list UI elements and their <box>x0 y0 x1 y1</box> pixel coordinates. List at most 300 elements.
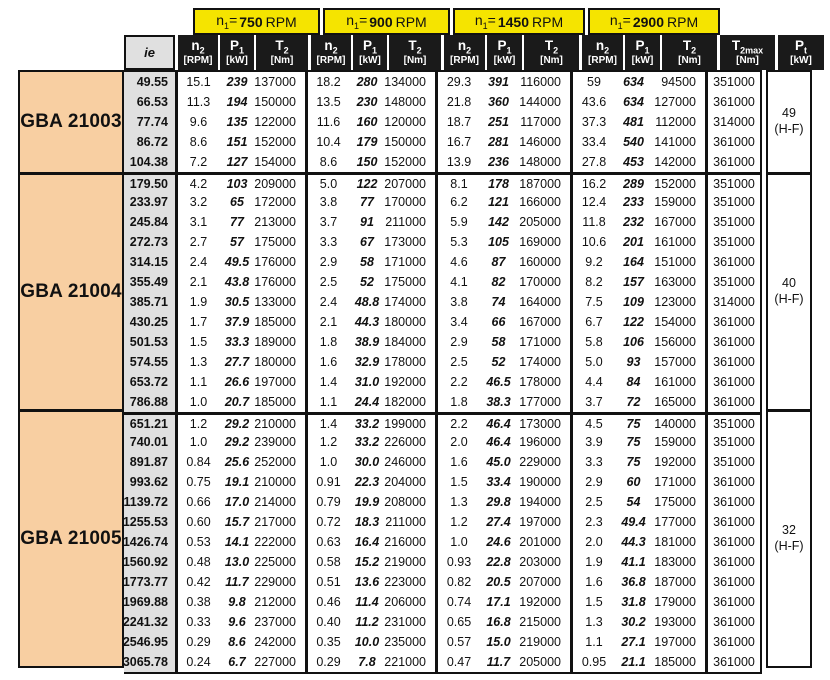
cell-n2: 5.0 <box>319 176 338 191</box>
cell-t2: 117000 <box>520 115 561 129</box>
cell-p1: 105 <box>488 235 509 249</box>
cell-t2: 204000 <box>384 475 426 489</box>
cell-n2: 4.5 <box>585 416 603 431</box>
cell-n2: 5.8 <box>585 335 603 349</box>
cell-p1: 31.8 <box>621 595 646 609</box>
speed-group-2900rpm <box>570 612 705 632</box>
cell-p1: 179 <box>356 135 378 149</box>
cell-p1: 9.6 <box>228 615 246 629</box>
cell-t2: 171000 <box>654 475 696 489</box>
model-label: GBA 21005 <box>20 409 122 666</box>
cell-n2: 0.33 <box>186 615 211 629</box>
cell-n2: 8.6 <box>319 155 338 169</box>
table-row <box>124 212 762 232</box>
cell-p1: 66 <box>491 315 506 329</box>
cell-n2: 8.6 <box>189 135 208 149</box>
cell-p1: 19.1 <box>224 475 250 489</box>
speed-group-750rpm <box>175 112 305 132</box>
cell-t2: 134000 <box>384 75 426 89</box>
cell-t2: 226000 <box>384 435 426 449</box>
cell-p1: 77 <box>360 195 374 209</box>
cell-t2: 211000 <box>385 215 426 229</box>
cell-n2: 0.93 <box>446 555 472 569</box>
cell-n2: 10.4 <box>316 135 341 149</box>
model-label: GBA 21003 <box>20 111 122 132</box>
cell-p1: 150 <box>356 155 378 169</box>
ie-value: 2546.95 <box>124 632 175 652</box>
cell-t2: 163000 <box>654 275 696 289</box>
cell-t2: 152000 <box>654 176 696 191</box>
speed-group-900rpm <box>305 452 435 472</box>
cell-p1: 30.0 <box>354 455 380 469</box>
speed-group-2900rpm <box>570 432 705 452</box>
speed-group-2900rpm <box>570 312 705 332</box>
speed-group-1450rpm <box>435 212 570 232</box>
cell-p1: 289 <box>623 176 644 191</box>
cell-t2: 197000 <box>254 375 296 389</box>
cell-n2: 8.2 <box>585 275 603 289</box>
speed-group-2900rpm <box>570 352 705 372</box>
cell-t2: 242000 <box>254 635 296 649</box>
table-row <box>124 172 762 192</box>
cell-t2max: 361000 <box>705 532 762 552</box>
cell-t2max: 361000 <box>705 252 762 272</box>
cell-t2: 120000 <box>384 115 426 129</box>
cell-p1: 20.7 <box>224 395 250 409</box>
speed-group-1450rpm <box>435 192 570 212</box>
cell-p1: 239 <box>226 75 248 89</box>
cell-t2: 173000 <box>519 416 561 431</box>
ie-value: 104.38 <box>124 152 175 172</box>
header-n2-900rpm: $n_2$ [RPM] <box>311 35 351 70</box>
cell-t2: 207000 <box>384 176 426 191</box>
cell-p1: 280 <box>356 75 378 89</box>
cell-n2: 1.2 <box>450 515 468 529</box>
cell-n2: 0.53 <box>186 535 211 549</box>
cell-p1: 11.2 <box>355 615 379 629</box>
table-row <box>124 332 762 352</box>
cell-n2: 0.65 <box>446 615 472 629</box>
speed-group-750rpm <box>175 392 305 412</box>
cell-n2: 2.4 <box>189 255 208 269</box>
cell-n2: 1.3 <box>450 495 468 509</box>
speed-group-2900rpm <box>570 212 705 232</box>
cell-n2: 6.7 <box>585 315 603 329</box>
header-t2max: $T_{2max}$ [Nm] <box>720 35 775 70</box>
speed-header-900rpm: $n_1=$ 900 RPM <box>323 8 450 35</box>
cell-p1: 72 <box>626 395 641 409</box>
cell-p1: 29.2 <box>224 416 250 431</box>
speed-group-900rpm <box>305 212 435 232</box>
speed-group-900rpm <box>305 472 435 492</box>
cell-n2: 0.84 <box>186 455 211 469</box>
speed-group-2900rpm <box>570 192 705 212</box>
speed-group-1450rpm <box>435 632 570 652</box>
cell-p1: 106 <box>623 335 644 349</box>
speed-group-1450rpm <box>435 512 570 532</box>
cell-t2max: 351000 <box>705 192 762 212</box>
cell-p1: 58 <box>491 335 506 349</box>
speed-group-2900rpm <box>570 232 705 252</box>
cell-p1: 32.9 <box>354 355 380 369</box>
speed-group-2900rpm <box>570 252 705 272</box>
cell-p1: 8.6 <box>228 635 246 649</box>
speed-group-750rpm <box>175 632 305 652</box>
cell-t2: 180000 <box>254 355 296 369</box>
cell-p1: 49.4 <box>621 515 646 529</box>
cell-n2: 1.0 <box>189 435 208 449</box>
table-row <box>124 452 762 472</box>
cell-t2max: 361000 <box>705 552 762 572</box>
cell-p1: 121 <box>488 195 509 209</box>
speed-group-900rpm <box>305 272 435 292</box>
cell-t2max: 351000 <box>705 432 762 452</box>
speed-group-1450rpm <box>435 552 570 572</box>
cell-t2: 175000 <box>654 495 696 509</box>
cell-p1: 33.2 <box>354 416 380 431</box>
cell-n2: 2.9 <box>319 255 338 269</box>
speed-group-2900rpm <box>570 175 705 192</box>
cell-t2: 148000 <box>519 155 561 169</box>
cell-p1: 14.1 <box>224 535 250 549</box>
cell-p1: 54 <box>626 495 641 509</box>
cell-n2: 4.6 <box>450 255 468 269</box>
cell-t2: 161000 <box>654 375 696 389</box>
speed-group-900rpm <box>305 552 435 572</box>
cell-p1: 75 <box>626 455 641 469</box>
cell-t2max: 361000 <box>705 572 762 592</box>
ie-value: 1560.92 <box>124 552 175 572</box>
cell-n2: 13.9 <box>446 155 472 169</box>
speed-group-1450rpm <box>435 272 570 292</box>
cell-n2: 37.3 <box>581 115 607 129</box>
header-pt: $P_t$ [kW] <box>778 35 824 70</box>
cell-t2: 217000 <box>254 515 296 529</box>
cell-n2: 0.42 <box>186 575 211 589</box>
cell-n2: 0.29 <box>316 655 341 669</box>
cell-t2: 137000 <box>254 75 296 89</box>
cell-t2max: 361000 <box>705 332 762 352</box>
cell-t2: 177000 <box>654 515 696 529</box>
speed-group-2900rpm <box>570 512 705 532</box>
speed-group-1450rpm <box>435 72 570 92</box>
speed-group-750rpm <box>175 432 305 452</box>
cell-t2: 170000 <box>384 195 426 209</box>
cell-t2: 227000 <box>254 655 296 669</box>
cell-p1: 109 <box>623 295 644 309</box>
cell-t2: 219000 <box>384 555 426 569</box>
cell-t2: 150000 <box>254 95 296 109</box>
cell-n2: 0.58 <box>316 555 341 569</box>
cell-t2: 192000 <box>654 455 696 469</box>
cell-p1: 20.5 <box>486 575 511 589</box>
speed-group-750rpm <box>175 132 305 152</box>
speed-group-900rpm <box>305 312 435 332</box>
cell-t2: 252000 <box>254 455 296 469</box>
cell-n2: 2.7 <box>189 235 208 249</box>
table-row <box>124 292 762 312</box>
cell-p1: 24.6 <box>486 535 511 549</box>
speed-group-2900rpm <box>570 532 705 552</box>
cell-n2: 1.4 <box>319 375 338 389</box>
speed-group-900rpm <box>305 112 435 132</box>
speed-group-750rpm <box>175 532 305 552</box>
cell-n2: 0.51 <box>316 575 341 589</box>
cell-t2: 181000 <box>654 535 696 549</box>
cell-p1: 391 <box>488 75 509 89</box>
cell-p1: 18.3 <box>354 515 380 529</box>
speed-group-750rpm <box>175 612 305 632</box>
speed-group-900rpm <box>305 432 435 452</box>
table-row <box>124 472 762 492</box>
speed-group-900rpm <box>305 572 435 592</box>
speed-group-900rpm <box>305 175 435 192</box>
cell-p1: 58 <box>360 255 374 269</box>
table-row <box>124 532 762 552</box>
cell-t2: 178000 <box>519 375 561 389</box>
cell-n2: 1.0 <box>189 395 208 409</box>
ie-value: 49.55 <box>124 72 175 92</box>
cell-n2: 1.2 <box>319 435 338 449</box>
cell-n2: 0.47 <box>446 655 472 669</box>
speed-header-2900rpm: $n_1=$ 2900 RPM <box>588 8 720 35</box>
cell-t2: 144000 <box>519 95 561 109</box>
cell-p1: 481 <box>623 115 644 129</box>
cell-t2: 167000 <box>519 315 561 329</box>
speed-group-750rpm <box>175 192 305 212</box>
speed-group-1450rpm <box>435 532 570 552</box>
cell-t2: 148000 <box>384 95 426 109</box>
cell-p1: 21.1 <box>621 655 646 669</box>
cell-n2: 0.40 <box>316 615 341 629</box>
cell-t2max: 351000 <box>705 232 762 252</box>
table-row <box>124 592 762 612</box>
cell-t2: 239000 <box>254 435 296 449</box>
cell-n2: 3.3 <box>585 455 603 469</box>
table-row <box>124 252 762 272</box>
cell-t2: 225000 <box>254 555 296 569</box>
speed-group-2900rpm <box>570 132 705 152</box>
cell-p1: 15.2 <box>354 555 380 569</box>
cell-p1: 122 <box>623 315 644 329</box>
cell-p1: 22.8 <box>486 555 511 569</box>
cell-t2: 174000 <box>384 295 426 309</box>
cell-n2: 18.7 <box>446 115 472 129</box>
speed-group-750rpm <box>175 552 305 572</box>
cell-t2max: 351000 <box>705 415 762 432</box>
speed-group-1450rpm <box>435 652 570 672</box>
ie-value: 179.50 <box>124 175 175 192</box>
cell-t2: 184000 <box>384 335 426 349</box>
cell-p1: 30.5 <box>224 295 250 309</box>
cell-p1: 160 <box>356 115 378 129</box>
cell-n2: 0.72 <box>316 515 341 529</box>
cell-t2: 185000 <box>654 655 696 669</box>
cell-p1: 232 <box>623 215 644 229</box>
cell-p1: 7.8 <box>358 655 376 669</box>
table-body <box>124 70 762 674</box>
cell-t2max: 361000 <box>705 92 762 112</box>
cell-t2: 192000 <box>384 375 426 389</box>
cell-t2: 205000 <box>519 655 561 669</box>
speed-group-900rpm <box>305 492 435 512</box>
cell-n2: 7.5 <box>585 295 603 309</box>
speed-group-750rpm <box>175 592 305 612</box>
table-row <box>124 272 762 292</box>
gearbox-model-column <box>18 70 124 668</box>
cell-t2: 192000 <box>519 595 561 609</box>
speed-group-1450rpm <box>435 572 570 592</box>
cell-t2: 176000 <box>254 275 296 289</box>
cell-p1: 22.3 <box>354 475 380 489</box>
cell-t2: 182000 <box>384 395 426 409</box>
ie-value: 385.71 <box>124 292 175 312</box>
speed-group-750rpm <box>175 415 305 432</box>
cell-n2: 4.2 <box>189 176 208 191</box>
speed-group-750rpm <box>175 312 305 332</box>
table-row <box>124 312 762 332</box>
speed-group-1450rpm <box>435 332 570 352</box>
cell-n2: 0.57 <box>446 635 472 649</box>
cell-p1: 44.3 <box>621 535 646 549</box>
cell-p1: 127 <box>226 155 248 169</box>
speed-group-900rpm <box>305 252 435 272</box>
ie-column-header: ie <box>124 35 175 70</box>
cell-t2: 175000 <box>384 275 426 289</box>
cell-t2: 229000 <box>254 575 296 589</box>
speed-group-900rpm <box>305 292 435 312</box>
speed-group-900rpm <box>305 415 435 432</box>
cell-n2: 1.6 <box>319 355 338 369</box>
ie-value: 430.25 <box>124 312 175 332</box>
speed-group-1450rpm <box>435 492 570 512</box>
cell-n2: 9.6 <box>189 115 208 129</box>
cell-p1: 453 <box>623 155 644 169</box>
cell-p1: 82 <box>491 275 506 289</box>
cell-n2: 2.5 <box>450 355 468 369</box>
cell-p1: 15.0 <box>486 635 511 649</box>
cell-p1: 77 <box>230 215 244 229</box>
speed-group-750rpm <box>175 512 305 532</box>
cell-p1: 46.4 <box>486 416 511 431</box>
table-row <box>124 552 762 572</box>
cell-t2: 201000 <box>519 535 561 549</box>
cell-t2: 152000 <box>384 155 426 169</box>
cell-p1: 634 <box>623 95 644 109</box>
cell-t2max: 361000 <box>705 352 762 372</box>
cell-n2: 16.2 <box>581 176 607 191</box>
cell-p1: 251 <box>488 115 509 129</box>
cell-t2: 122000 <box>254 115 296 129</box>
speed-group-750rpm <box>175 212 305 232</box>
cell-n2: 1.0 <box>450 535 468 549</box>
speed-group-1450rpm <box>435 612 570 632</box>
speed-group-1450rpm <box>435 312 570 332</box>
speed-group-750rpm <box>175 72 305 92</box>
cell-p1: 6.7 <box>228 655 246 669</box>
speed-group-1450rpm <box>435 432 570 452</box>
cell-t2: 180000 <box>384 315 426 329</box>
cell-t2max: 361000 <box>705 632 762 652</box>
cell-t2max: 351000 <box>705 452 762 472</box>
header-n2-1450rpm: $n_2$ [RPM] <box>444 35 485 70</box>
cell-t2: 164000 <box>519 295 561 309</box>
speed-group-2900rpm <box>570 372 705 392</box>
cell-p1: 194 <box>226 95 248 109</box>
cell-n2: 1.6 <box>450 455 468 469</box>
cell-t2: 176000 <box>254 255 296 269</box>
cell-n2: 11.6 <box>316 115 341 129</box>
table-row <box>124 572 762 592</box>
cell-t2: 210000 <box>254 475 296 489</box>
cell-n2: 4.1 <box>450 275 468 289</box>
ie-value: 3065.78 <box>124 652 175 672</box>
cell-p1: 164 <box>623 255 644 269</box>
speed-group-2900rpm <box>570 92 705 112</box>
cell-n2: 0.48 <box>186 555 211 569</box>
cell-p1: 65 <box>230 195 244 209</box>
cell-t2max: 351000 <box>705 272 762 292</box>
pt-value: 32 (H-F) <box>768 409 810 666</box>
speed-group-1450rpm <box>435 372 570 392</box>
cell-p1: 48.8 <box>354 295 380 309</box>
cell-n2: 27.8 <box>581 155 607 169</box>
cell-t2: 210000 <box>254 416 296 431</box>
cell-t2: 171000 <box>384 255 426 269</box>
cell-n2: 3.4 <box>450 315 468 329</box>
speed-group-1450rpm <box>435 472 570 492</box>
cell-n2: 1.4 <box>319 416 338 431</box>
cell-n2: 1.1 <box>585 635 603 649</box>
speed-header-row <box>193 8 723 35</box>
cell-n2: 0.74 <box>446 595 472 609</box>
cell-p1: 236 <box>488 155 509 169</box>
cell-t2: 219000 <box>519 635 561 649</box>
cell-n2: 43.6 <box>581 95 607 109</box>
cell-t2: 222000 <box>254 535 296 549</box>
cell-n2: 11.3 <box>186 95 211 109</box>
cell-p1: 30.2 <box>621 615 646 629</box>
cell-t2: 172000 <box>254 195 296 209</box>
cell-p1: 11.4 <box>355 595 379 609</box>
table-row <box>124 72 762 92</box>
speed-group-750rpm <box>175 352 305 372</box>
cell-t2max: 314000 <box>705 292 762 312</box>
cell-t2: 203000 <box>519 555 561 569</box>
speed-group-2900rpm <box>570 592 705 612</box>
cell-p1: 41.1 <box>621 555 646 569</box>
cell-t2: 152000 <box>254 135 296 149</box>
cell-t2: 235000 <box>384 635 426 649</box>
speed-group-900rpm <box>305 332 435 352</box>
cell-n2: 1.6 <box>585 575 603 589</box>
table-row <box>124 372 762 392</box>
speed-group-750rpm <box>175 452 305 472</box>
cell-n2: 18.2 <box>316 75 341 89</box>
cell-n2: 2.2 <box>450 375 468 389</box>
speed-group-750rpm <box>175 292 305 312</box>
cell-t2: 159000 <box>654 435 696 449</box>
cell-p1: 27.1 <box>621 635 646 649</box>
cell-p1: 33.2 <box>354 435 380 449</box>
cell-t2max: 361000 <box>705 512 762 532</box>
header-p1-2900rpm: $P_1$ [kW] <box>625 35 660 70</box>
cell-p1: 10.0 <box>354 635 380 649</box>
cell-t2: 169000 <box>519 235 561 249</box>
cell-t2: 199000 <box>384 416 426 431</box>
header-p1-900rpm: $P_1$ [kW] <box>353 35 387 70</box>
speed-group-2900rpm <box>570 112 705 132</box>
